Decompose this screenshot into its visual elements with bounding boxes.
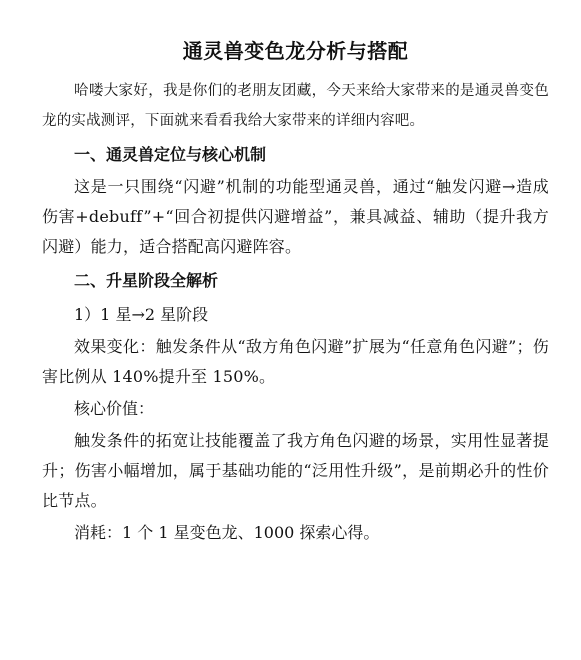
stage-label: 1）1 星→2 星阶段 bbox=[74, 305, 209, 324]
core-value-label: 核心价值： bbox=[74, 399, 155, 418]
core-value-paragraph: 触发条件的拓宽让技能覆盖了我方角色闪避的场景，实用性显著提升；伤害小幅增加，属于基础功能的“泛用性升级”，是前期必升的性价比节点。 bbox=[42, 431, 549, 510]
section2-heading: 二、升星阶段全解析 bbox=[74, 271, 219, 290]
intro-paragraph: 哈喽大家好，我是你们的老朋友团藏，今天来给大家带来的是通灵兽变色龙的实战测评，下面就来看看我给大家带来的详细内容吧。 bbox=[42, 83, 549, 129]
section1-body: 这是一只围绕“闪避”机制的功能型通灵兽，通过“触发闪避→造成伤害+debuff”+“回合初提供闪避增益”，兼具减益、辅助（提升我方闪避）能力，适合搭配高闪避阵容。 bbox=[42, 177, 549, 256]
cost-paragraph: 消耗：1 个 1 星变色龙、1000 探索心得。 bbox=[74, 523, 380, 542]
effect-paragraph: 效果变化：触发条件从“敌方角色闪避”扩展为“任意角色闪避”；伤害比例从 140%提升至 150%。 bbox=[42, 337, 549, 386]
section1-heading: 一、通灵兽定位与核心机制 bbox=[74, 145, 267, 164]
article-title: 通灵兽变色龙分析与搭配 bbox=[182, 39, 409, 63]
